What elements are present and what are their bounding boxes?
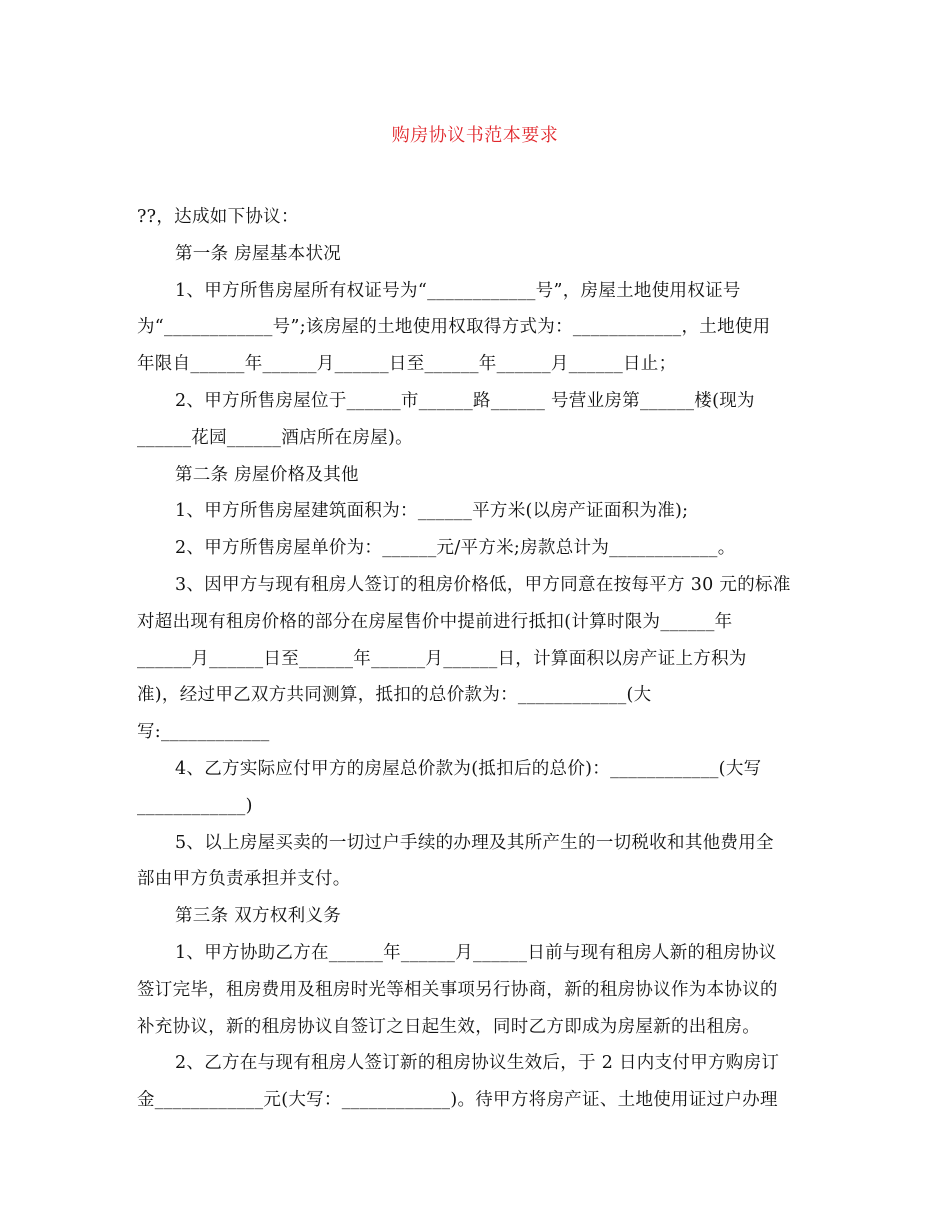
article-1-clause-1-line-2: 为“____________号”;该房屋的土地使用权取得方式为：____________，土地使用 xyxy=(137,317,771,338)
article-2-clause-3-line-1: 3、因甲方与现有租房人签订的租房价格低，甲方同意在按每平方 30 元的标准 xyxy=(175,574,791,595)
article-2-heading: 第二条 房屋价格及其他 xyxy=(175,464,359,485)
article-2-clause-4-line-1: 4、乙方实际应付甲方的房屋总价款为(抵扣后的总价)：____________(大写 xyxy=(175,758,762,779)
document-title: 购房协议书范本要求 xyxy=(391,125,559,146)
article-2-clause-5-line-1: 5、以上房屋买卖的一切过户手续的办理及其所产生的一切税收和其他费用全 xyxy=(175,832,774,853)
article-1-clause-1-line-1: 1、甲方所售房屋所有权证号为“____________号”，房屋土地使用权证号 xyxy=(175,280,741,301)
article-2-clause-4-line-2: ____________) xyxy=(137,795,253,816)
article-3-clause-2-line-2: 金____________元(大写：____________)。待甲方将房产证、土地使用证过户办理 xyxy=(137,1090,778,1111)
article-2-clause-3-line-4: 准)，经过甲乙双方共同测算，抵扣的总价款为：____________(大 xyxy=(137,685,652,706)
article-3-clause-1-line-3: 补充协议，新的租房协议自签订之日起生效，同时乙方即成为房屋新的出租房。 xyxy=(137,1016,760,1037)
article-2-clause-2: 2、甲方所售房屋单价为：______元/平方米;房款总计为____________。 xyxy=(175,538,736,559)
article-3-heading: 第三条 双方权利义务 xyxy=(175,906,342,927)
paragraph-intro: ??，达成如下协议： xyxy=(137,207,299,227)
article-1-clause-1-line-3: 年限自______年______月______日至______年______月______日止； xyxy=(137,354,677,375)
article-2-clause-3-line-3: ______月______日至______年______月______日，计算面积以房产证上方积为 xyxy=(137,648,747,669)
article-2-clause-1: 1、甲方所售房屋建筑面积为：______平方米(以房产证面积为准); xyxy=(175,501,689,522)
article-1-clause-2-line-1: 2、甲方所售房屋位于______市______路______ 号营业房第______楼(现为 xyxy=(175,390,755,411)
article-2-clause-3-line-2: 对超出现有租房价格的部分在房屋售价中提前进行抵扣(计算时限为______年 xyxy=(137,611,733,632)
article-1-heading: 第一条 房屋基本状况 xyxy=(175,243,342,264)
article-3-clause-2-line-1: 2、乙方在与现有租房人签订新的租房协议生效后，于 2 日内支付甲方购房订 xyxy=(175,1053,780,1074)
article-2-clause-5-line-2: 部由甲方负责承担并支付。 xyxy=(137,869,351,890)
article-3-clause-1-line-1: 1、甲方协助乙方在______年______月______日前与现有租房人新的租房协议 xyxy=(175,942,777,963)
article-3-clause-1-line-2: 签订完毕，租房费用及租房时光等相关事项另行协商，新的租房协议作为本协议的 xyxy=(137,979,778,1000)
article-1-clause-2-line-2: ______花园______酒店所在房屋)。 xyxy=(137,427,413,448)
document-body xyxy=(137,199,817,1119)
article-2-clause-3-line-5: 写:____________ xyxy=(137,722,270,743)
